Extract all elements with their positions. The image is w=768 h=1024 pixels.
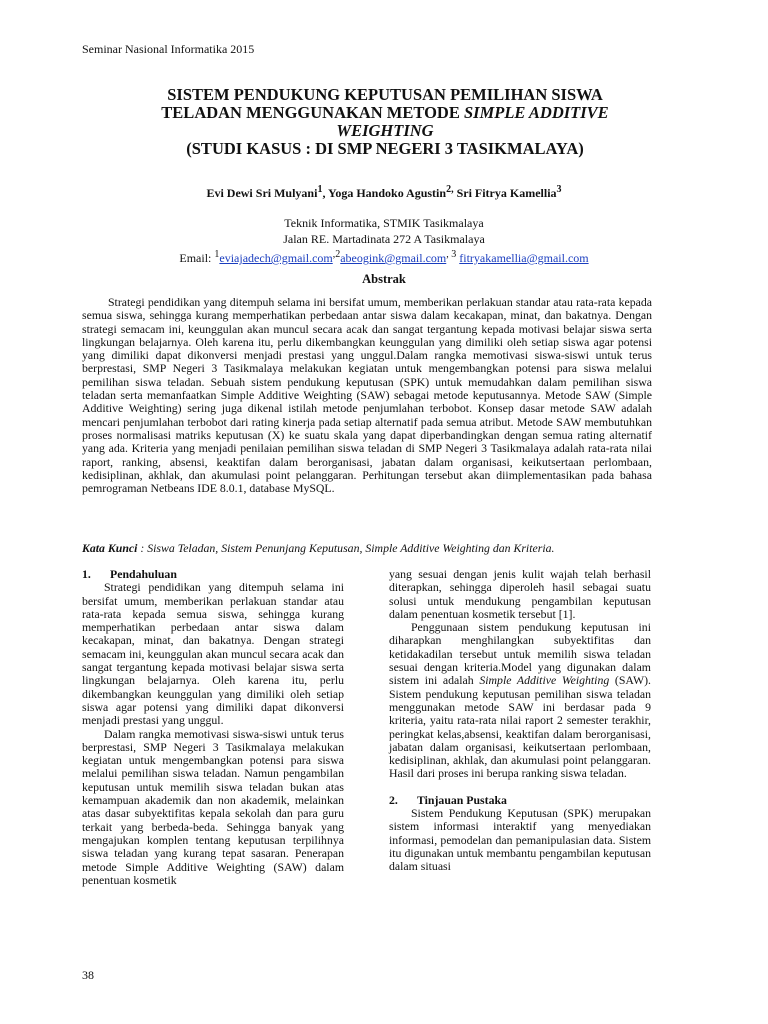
title-line: SISTEM PENDUKUNG KEPUTUSAN PEMILIHAN SISWA [167,85,603,104]
keywords-text: : Siswa Teladan, Sistem Penunjang Keputusan, Simple Additive Weighting dan Kriteria. [137,541,555,555]
affiliation-block [82,216,686,267]
email-mark: 1 [214,249,220,260]
address: Jalan RE. Martadinata 272 A Tasikmalaya [283,231,485,246]
paper-title [70,86,700,158]
email-link[interactable]: eviajadech@gmail.com [219,251,333,265]
email-link[interactable]: abeogink@gmail.com [340,251,447,265]
title-line [70,122,700,140]
author-name: Yoga Handoko Agustin [328,186,447,200]
section-heading [82,568,344,581]
author-name: Sri Fitrya Kamellia [453,186,557,200]
page-number: 38 [82,968,94,982]
keywords [82,541,652,556]
email-link[interactable]: fitryakamellia@gmail.com [459,251,589,265]
author-name: Evi Dewi Sri Mulyani [206,186,318,200]
author-affil-mark: 1 [317,184,323,195]
section-title: Tinjauan Pustaka [417,792,507,807]
left-column [82,568,344,887]
department: Teknik Informatika, STMIK Tasikmalaya [284,216,484,230]
section-number: 2. [389,792,398,807]
paragraph-text: Penggunaan sistem pendukung keputusan ini diharapkan menghilangkan subyektifitas dan ketidakadilan tersebut untuk memilih siswa teladan sesuai dengan kriteria.Model yang digunakan dalam sistem ini adalah [389,620,651,688]
section-heading [389,794,651,807]
title-text: TELADAN MENGGUNAKAN METODE [161,103,464,122]
title-line [70,104,700,122]
section-title: Pendahuluan [110,567,177,581]
author-list [82,184,686,201]
abstract-text: Strategi pendidikan yang ditempuh selama ini bersifat umum, memberikan perlakuan standar atau rata-rata kepada semua siswa, sehingga kurang memperhatikan perbedaan antar siswa dalam kecakapan, minat, dan bakatnya. Dengan strategi semacam ini, keunggulan akan muncul secara acak dan sangat tergantung kepada motivasi belajar siswa serta lingkungan belajarnya. Oleh karena itu, perlu dikembangkan keunggulan yang dimiliki oleh setiap siswa agar potensi yang dimiliki dapat dikonversi menjadi prestasi yang unggul.Dalam rangka memotivasi siswa-siswi untuk terus berprestasi, SMP Negeri 3 Tasikmalaya melakukan kegiatan untuk mengembangkan potensi para siswa melalui pemilihan siswa teladan. Sebuah sistem pendukung keputusan (SPK) untuk memudahkan dalam pemilihan siswa teladan serta memanfaatkan Simple Additive Weighting (SAW) sebagai metode keputusannya. Metode SAW (Simple Additive Weighting) sering juga dikenal istilah metode penjumlahan terbobot. Konsep dasar metode SAW adalah mencari penjumlahan terbobot dari rating kinerja pada setiap alternatif pada semua atribut. Metode SAW membutuhkan proses normalisasi matriks keputusan (X) ke suatu skala yang dapat diperbandingkan dengan semua rating alternatif yang ada. Kriteria yang menjadi penilaian pemilihan siswa teladan di SMP Negeri 3 Tasikmalaya adalah rata-rata nilai raport, ranking, absensi, keaktifan dalam berorganisasi, jabatan dalam organisasi, keikutsertaan perlombaan, kedisiplinan, akhlak, dan akumulasi point pelanggaran. Perhitungan tersebut akan diimplementasikan pada bahasa pemrograman Netbeans IDE 8.0.1, database MySQL. [82,295,652,496]
paragraph: Strategi pendidikan yang ditempuh selama ini bersifat umum, memberikan perlakuan standar atau rata-rata kepada semua siswa, sehingga kurang memperhatikan perbedaan antar siswa dalam kecakapan, minat, dan bakatnya. Dengan strategi semacam ini, keunggulan akan muncul secara acak dan sangat tergantung kepada motivasi belajar siswa serta lingkungan belajarnya. Oleh karena itu, perlu dikembangkan keunggulan yang dimiliki oleh setiap siswa agar potensi yang dimiliki dapat dikonversi menjadi prestasi yang unggul. [82,580,344,728]
right-column [389,568,651,874]
author-affil-mark: 3 [556,184,562,195]
section-number: 1. [82,567,91,581]
paragraph-text: (SAW). Sistem pendukung keputusan pemilihan siswa teladan menggunakan metode SAW ini berdasar pada 9 kriteria, yaitu rata-rata nilai raport 2 semester terakhir, peringkat kelas,absensi, keaktifan dalam berorganisasi, jabatan dalam organisasi, keikutsertaan perlombaan, kedisiplinan, akhlak, dan akumulasi point pelanggaran. Hasil dari proses ini berupa ranking siswa teladan. [389,673,651,781]
email-label: Email: [179,251,215,265]
email-line [82,247,686,267]
keywords-label: Kata Kunci [82,541,138,555]
paragraph: Sistem Pendukung Keputusan (SPK) merupakan sistem informasi interaktif yang menyediakan informasi, pemodelan dan pemanipulasian data. Sistem itu digunakan untuk membantu pengambilan keputusan dalam situasi [389,806,651,874]
author-separator: , [322,186,329,200]
paragraph: yang sesuai dengan jenis kulit wajah telah berhasil diterapkan, sehingga diperoleh hasil sebagai suatu solusi untuk mendukung pengambilan keputusan dalam penentuan kosmetik tersebut [1]. [389,567,651,621]
paragraph [389,621,651,781]
running-header: Seminar Nasional Informatika 2015 [82,42,255,56]
abstract-heading: Abstrak [362,272,406,286]
email-mark: , 3 [446,249,457,260]
title-italic-text: SIMPLE ADDITIVE [463,103,609,122]
author-affil-mark: 2, [446,184,454,195]
paragraph: Dalam rangka memotivasi siswa-siswi untuk terus berprestasi, SMP Negeri 3 Tasikmalaya melakukan kegiatan untuk mengembangkan potensi para siswa melalui pemilihan siswa teladan. Namun pengambilan keputusan untuk memilih siswa teladan bukan atas kemampuan akademik dan non akademik, melainkan atas dasar subyektifitas kepala sekolah dan para guru terkait yang berbeda-beda. Sehingga banyak yang mengajukan komplen tentang keputusan terpilihnya siswa teladan yang kurang tepat sasaran. Penerapan metode Simple Additive Weighting (SAW) dalam penentuan kosmetik [82,726,344,887]
paragraph-italic: Simple Additive Weighting [479,673,610,688]
title-italic-text: WEIGHTING [336,121,434,140]
title-line: (STUDI KASUS : DI SMP NEGERI 3 TASIKMALAYA) [186,139,584,158]
email-mark: ,2 [332,249,341,260]
